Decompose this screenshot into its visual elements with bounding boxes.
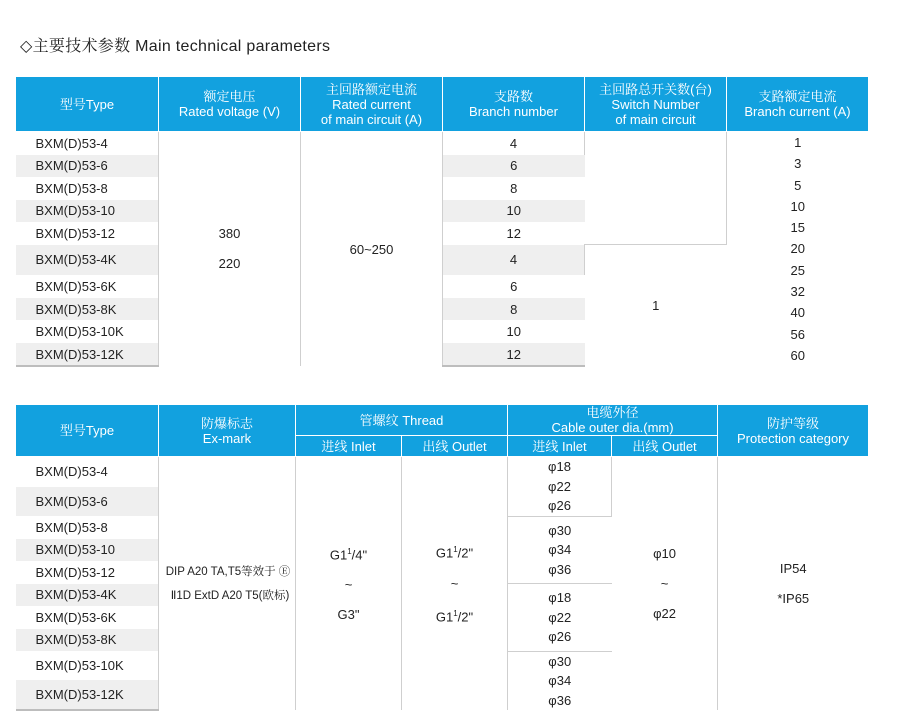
main-parameters-table [15,76,869,367]
model-cell: BXM(D)53-10 [16,200,159,223]
cable-inlet-group: φ30 φ34 φ36 [508,516,612,584]
model-cell: BXM(D)53-10 [16,539,159,562]
model-cell: BXM(D)53-8 [16,177,159,200]
model-cell: BXM(D)53-4 [16,132,159,155]
header-branch-current: 支路额定电流 Branch current (A) [727,77,869,132]
header-switch-number: 主回路总开关数(台) Switch Number of main circuit [585,77,727,132]
section-title: ◇主要技术参数 Main technical parameters [20,38,331,55]
branch-number-cell: 6 [510,279,518,295]
header-ex-mark: 防爆标志 Ex-mark [159,405,296,457]
branch-number-cell: 12 [506,225,521,241]
model-cell: BXM(D)53-4K [16,245,159,276]
model-cell: BXM(D)53-6K [16,275,159,298]
rated-voltage-cell: 380 220 [159,132,301,367]
header-thread-outlet: 出线 Outlet [402,436,508,457]
branch-number-cell: 4 [443,132,585,155]
switch-number-cell-upper [585,132,727,245]
header-model: 型号Type [16,405,159,457]
thread-outlet-cell: $G1^1/2$" ~ $G1^1/2$" [402,457,508,711]
header-thread: 管螺纹 Thread [296,405,508,436]
header-model: 型号Type [16,77,159,132]
model-cell: BXM(D)53-12 [16,222,159,245]
model-cell: BXM(D)53-6 [16,155,159,178]
header-thread-inlet: 进线 Inlet [296,436,402,457]
branch-number-cell: 10 [443,200,585,223]
header-rated-voltage: 额定电压 Rated voltage (V) [159,77,301,132]
model-cell: BXM(D)53-8K [16,629,159,652]
model-cell: BXM(D)53-10K [16,320,159,343]
model-cell: BXM(D)53-6 [16,487,159,516]
model-cell: BXM(D)53-12 [16,561,159,584]
cable-outlet-cell: φ10 ~ φ22 [612,457,718,711]
branch-number-cell: 4 [443,245,585,276]
protection-cell: IP54 *IP65 [777,560,810,606]
model-cell: BXM(D)53-12K [16,680,159,710]
model-cell: BXM(D)53-4K [16,584,159,607]
header-cable-dia: 电缆外径 Cable outer dia.(mm) [508,405,718,436]
header-cable-inlet: 进线 Inlet [508,436,612,457]
main-current-cell: 60~250 [301,132,443,367]
thread-inlet-cell: $G1^1/4$" ~ G3" [296,457,402,711]
ex-mark-cell: DIP A20 TA,T5等效于 Ⓔ Ⅱ1D ExtD A20 T5(欧标) [159,457,296,711]
model-cell: BXM(D)53-4 [16,457,159,487]
cable-inlet-group: φ18 φ22 φ26 [508,584,612,652]
switch-number-cell: 1 [585,245,727,367]
header-cable-outlet: 出线 Outlet [612,436,718,457]
header-protection: 防护等级 Protection category [718,405,869,457]
header-branch-number: 支路数 Branch number [443,77,585,132]
branch-current-cell: 1 3 5 10 15 20 25 32 40 56 60 [790,135,805,363]
branch-number-cell: 8 [510,180,518,196]
model-cell: BXM(D)53-12K [16,343,159,367]
branch-number-cell: 12 [443,343,585,367]
header-main-current: 主回路额定电流 Rated current of main circuit (A) [301,77,443,132]
model-cell: BXM(D)53-10K [16,651,159,680]
branch-number-cell: 10 [506,324,521,340]
branch-number-cell: 6 [443,155,585,178]
model-cell: BXM(D)53-8 [16,516,159,539]
model-cell: BXM(D)53-6K [16,606,159,629]
cable-inlet-group: φ30 φ34 φ36 [508,651,612,710]
cable-inlet-group: φ18 φ22 φ26 [508,457,612,517]
branch-number-cell: 8 [443,298,585,321]
model-cell: BXM(D)53-8K [16,298,159,321]
explosion-proof-table [15,404,869,711]
